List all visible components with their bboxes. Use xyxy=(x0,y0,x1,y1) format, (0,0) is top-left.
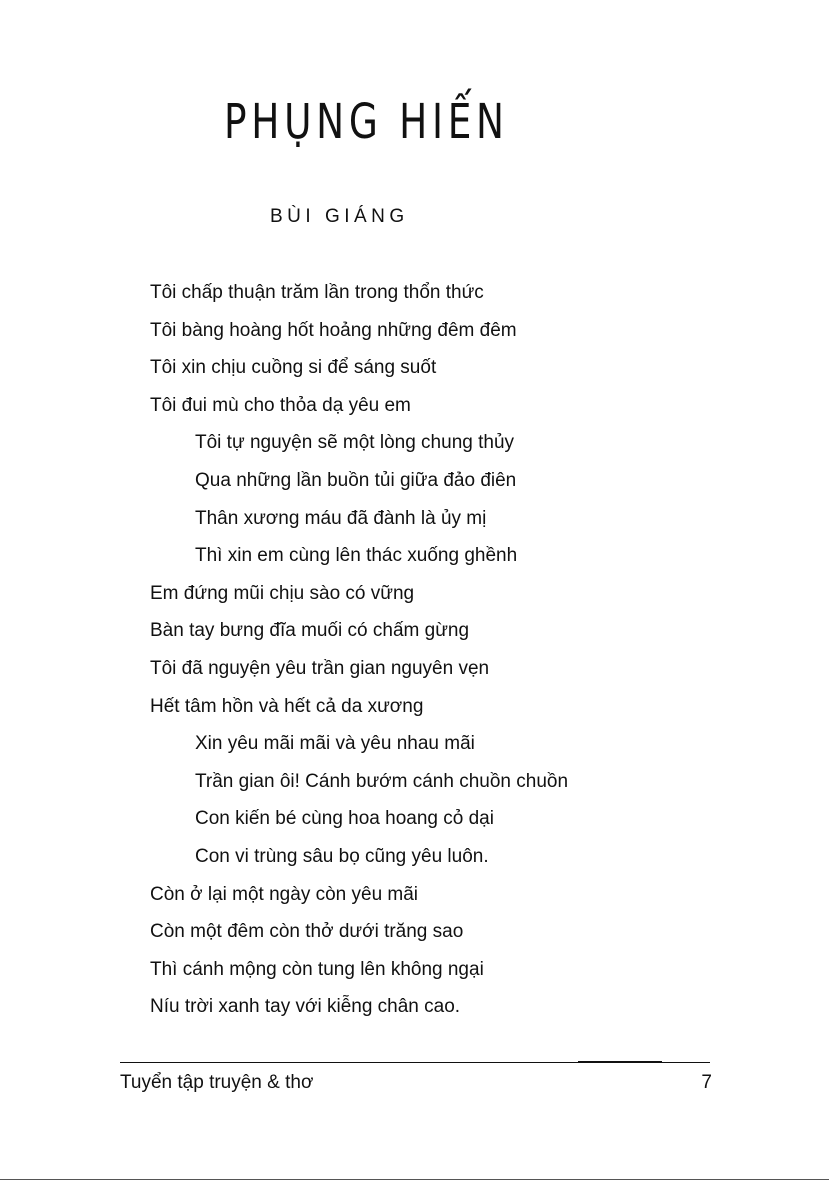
poem-author: BÙI GIÁNG xyxy=(270,206,409,227)
poem-line: Tôi đui mù cho thỏa dạ yêu em xyxy=(150,394,411,416)
poem-line: Tôi tự nguyện sẽ một lòng chung thủy xyxy=(195,432,515,454)
poem-line: Còn một đêm còn thở dưới trăng sao xyxy=(150,921,464,943)
poem-line: Tôi bàng hoàng hốt hoảng những đêm đêm xyxy=(150,319,517,341)
poem-line: Xin yêu mãi mãi và yêu nhau mãi xyxy=(195,733,475,755)
poem-line: Còn ở lại một ngày còn yêu mãi xyxy=(150,883,419,905)
poem-line: Bàn tay bưng đĩa muối có chấm gừng xyxy=(150,620,470,642)
poem-line: Qua những lần buồn tủi giữa đảo điên xyxy=(195,469,517,491)
poem-line: Thì xin em cùng lên thác xuống ghềnh xyxy=(195,545,518,567)
poem-line: Em đứng mũi chịu sào có vững xyxy=(150,582,415,604)
poem-line: Thân xương máu đã đành là ủy mị xyxy=(195,507,487,529)
page-number: 7 xyxy=(701,1072,712,1093)
poem-body xyxy=(150,280,710,1032)
poem-line: Hết tâm hồn và hết cả da xương xyxy=(150,695,424,717)
poem-title: PHỤNG HIẾN xyxy=(224,94,509,150)
poem-line: Con vi trùng sâu bọ cũng yêu luôn. xyxy=(195,845,489,867)
footer-book-title: Tuyển tập truyện & thơ xyxy=(120,1072,314,1093)
poem-line: Tôi xin chịu cuồng si để sáng suốt xyxy=(150,357,437,379)
poem-line: Tôi chấp thuận trăm lần trong thổn thức xyxy=(150,282,484,303)
footer-divider-accent xyxy=(578,1061,662,1063)
poem-line: Thì cánh mộng còn tung lên không ngại xyxy=(150,958,484,980)
poem-line: Con kiến bé cùng hoa hoang cỏ dại xyxy=(195,808,494,830)
poem-line: Trần gian ôi! Cánh bướm cánh chuồn chuồn xyxy=(195,770,569,792)
page-bottom-edge xyxy=(0,1179,829,1180)
poem-line: Níu trời xanh tay với kiễng chân cao. xyxy=(150,996,461,1018)
poem-line: Tôi đã nguyện yêu trần gian nguyên vẹn xyxy=(150,657,490,679)
